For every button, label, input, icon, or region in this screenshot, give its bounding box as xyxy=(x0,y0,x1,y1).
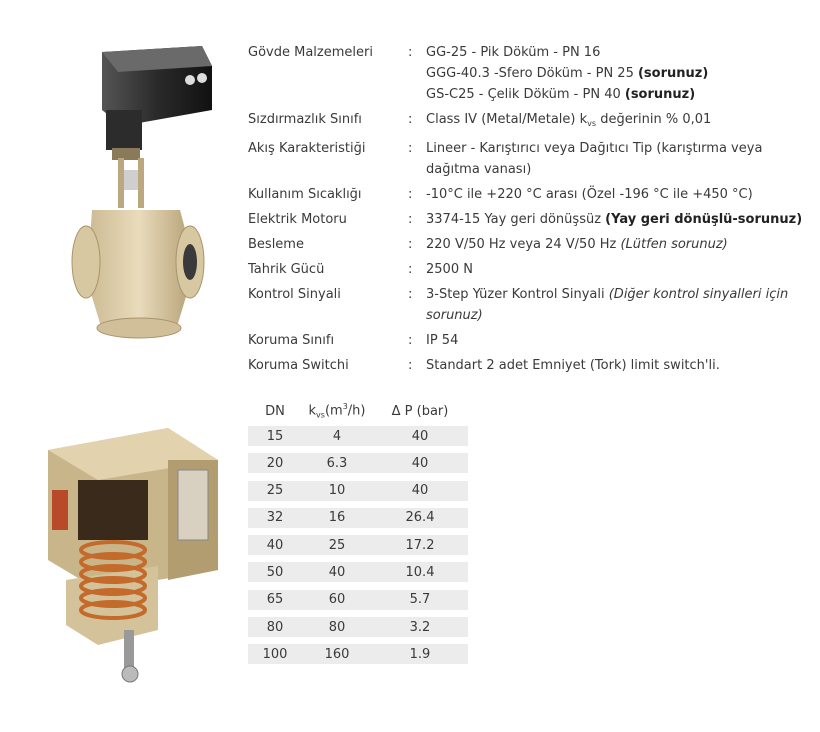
spec-label: Elektrik Motoru xyxy=(248,212,347,227)
table-row xyxy=(248,508,468,528)
table-cell: 5.7 xyxy=(409,592,431,608)
spec-row xyxy=(248,109,808,134)
table-cell: 16 xyxy=(328,510,346,526)
table-cell: 100 xyxy=(262,646,288,662)
spec-list xyxy=(248,42,808,380)
table-cell: 20 xyxy=(266,455,284,471)
table-cell: 25 xyxy=(266,483,284,499)
actuator-cutaway-image xyxy=(38,420,238,690)
spec-value: 3-Step Yüzer Kontrol Sinyali (Diğer kontrol sinyalleri için sorunuz) xyxy=(426,287,789,323)
table-cell: 10 xyxy=(328,483,346,499)
spec-label: Kullanım Sıcaklığı xyxy=(248,187,362,202)
table-cell: 4 xyxy=(332,428,342,444)
spec-row xyxy=(248,330,808,351)
table-cell: 160 xyxy=(324,646,350,662)
table-row xyxy=(248,535,468,555)
table-row xyxy=(248,644,468,664)
spec-label: Sızdırmazlık Sınıfı xyxy=(248,112,362,127)
spec-colon: : xyxy=(408,212,413,227)
table-cell: 40 xyxy=(411,483,429,499)
table-cell: 10.4 xyxy=(405,564,435,580)
spec-colon: : xyxy=(408,112,413,127)
table-cell: 80 xyxy=(266,619,284,635)
spec-label: Besleme xyxy=(248,237,304,252)
table-cell: 60 xyxy=(328,592,346,608)
table-row xyxy=(248,453,468,473)
spec-row xyxy=(248,138,808,180)
table-row xyxy=(248,481,468,501)
spec-value: 220 V/50 Hz veya 24 V/50 Hz (Lütfen sorunuz) xyxy=(426,237,728,252)
spec-label: Koruma Sınıfı xyxy=(248,333,335,348)
spec-row xyxy=(248,355,808,376)
spec-colon: : xyxy=(408,187,413,202)
table-cell: 80 xyxy=(328,619,346,635)
spec-label: Akış Karakteristiği xyxy=(248,141,366,156)
table-cell: 65 xyxy=(266,592,284,608)
spec-row xyxy=(248,259,808,280)
table-cell: 50 xyxy=(266,564,284,580)
table-cell: 32 xyxy=(266,510,284,526)
spec-label: Kontrol Sinyali xyxy=(248,287,341,302)
table-cell: 3.2 xyxy=(409,619,431,635)
spec-label: Tahrik Gücü xyxy=(248,262,325,277)
spec-row xyxy=(248,234,808,255)
spec-value: Standart 2 adet Emniyet (Tork) limit switch'li. xyxy=(426,358,720,373)
table-cell: 40 xyxy=(411,428,429,444)
table-cell: 17.2 xyxy=(405,537,435,553)
spec-label: Koruma Switchi xyxy=(248,358,349,373)
header-dn: DN xyxy=(265,403,285,419)
table-row xyxy=(248,426,468,446)
spec-value: IP 54 xyxy=(426,333,459,348)
table-row xyxy=(248,562,468,582)
table-cell: 1.9 xyxy=(409,646,431,662)
spec-colon: : xyxy=(408,45,413,60)
spec-row xyxy=(248,209,808,230)
table-cell: 40 xyxy=(328,564,346,580)
table-cell: 40 xyxy=(266,537,284,553)
table-body xyxy=(248,426,468,664)
spec-value: GG-25 - Pik Döküm - PN 16 GGG-40.3 -Sfero Döküm - PN 25 (sorunuz) GS-C25 - Çelik Döküm - PN 40 (sorunuz) xyxy=(426,45,709,102)
valve-actuator-image xyxy=(62,40,222,340)
spec-colon: : xyxy=(408,358,413,373)
table-cell: 25 xyxy=(328,537,346,553)
spec-row xyxy=(248,284,808,326)
spec-label: Gövde Malzemeleri xyxy=(248,45,373,60)
spec-value: 3374-15 Yay geri dönüşsüz (Yay geri dönüşlü-sorunuz) xyxy=(426,212,803,227)
spec-colon: : xyxy=(408,333,413,348)
table-cell: 15 xyxy=(266,428,284,444)
spec-colon: : xyxy=(408,141,413,156)
table-cell: 40 xyxy=(411,455,429,471)
spec-colon: : xyxy=(408,262,413,277)
spec-row xyxy=(248,184,808,205)
table-row xyxy=(248,617,468,637)
spec-row xyxy=(248,42,808,105)
spec-value: Lineer - Karıştırıcı veya Dağıtıcı Tip (karıştırma veya dağıtma vanası) xyxy=(426,141,763,177)
header-dp: Δ P (bar) xyxy=(391,403,449,419)
spec-value: 2500 N xyxy=(426,262,473,277)
spec-colon: : xyxy=(408,237,413,252)
table-cell: 6.3 xyxy=(326,455,348,471)
spec-value: -10°C ile +220 °C arası (Özel -196 °C ile +450 °C) xyxy=(426,187,753,202)
header-kvs: $k_{vs}(m^3/h)$ xyxy=(308,402,366,420)
table-cell: 26.4 xyxy=(405,510,435,526)
spec-value: Class IV (Metal/Metale) $k_{vs}$ değerinin % 0,01 xyxy=(426,112,712,128)
kvs-table xyxy=(248,396,468,672)
spec-colon: : xyxy=(408,287,413,302)
table-row xyxy=(248,590,468,610)
table-header xyxy=(248,396,468,426)
